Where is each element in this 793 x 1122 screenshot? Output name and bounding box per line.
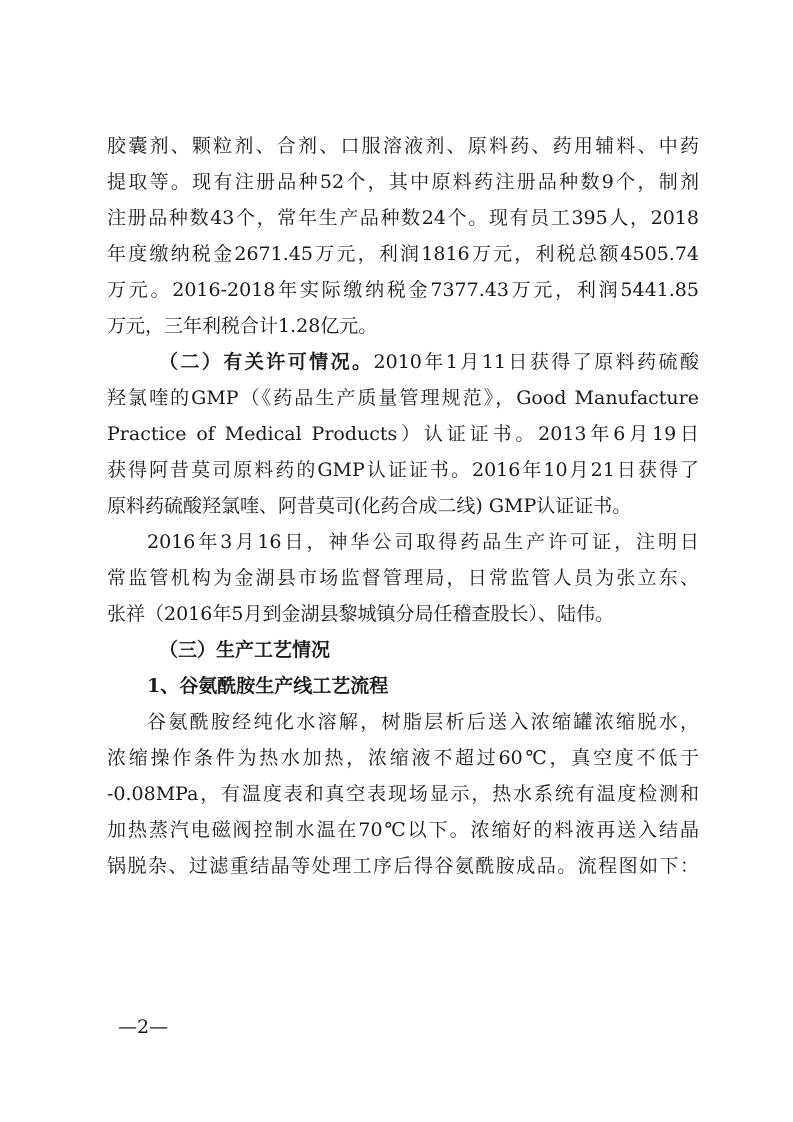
page-number: —2— [118, 1016, 169, 1038]
text-line: 加热蒸汽电磁阀控制水温在70℃以下。浓缩好的料液再送入结晶 [107, 819, 699, 841]
text-line: 胶囊剂、颗粒剂、合剂、口服溶液剂、原料药、药用辅料、中药 [107, 135, 699, 157]
text-line: 锅脱杂、过滤重结晶等处理工序后得谷氨酰胺成品。流程图如下： [107, 855, 699, 877]
text-line: 谷氨酰胺经纯化水溶解，树脂层析后送入浓缩罐浓缩脱水， [147, 711, 699, 733]
text-line: 常监管机构为金湖县市场监督管理局，日常监管人员为张立东、 [107, 567, 699, 589]
text-line: 羟氯喹的GMP（《药品生产质量管理规范》，Good Manufacture [107, 387, 699, 409]
section-2-heading: （二）有关许可情况。 [159, 351, 374, 373]
text-line: 2016年3月16日，神华公司取得药品生产许可证，注明日 [147, 531, 699, 553]
text-line: 浓缩操作条件为热水加热，浓缩液不超过60℃，真空度不低于 [107, 747, 699, 769]
subsection-1-heading: 1、谷氨酰胺生产线工艺流程 [147, 675, 389, 697]
text-line: 万元，三年利税合计1.28亿元。 [107, 315, 378, 337]
text-line: Practice of Medical Products）认证证书。2013年6月19日 [107, 423, 699, 445]
section-3-heading: （三）生产工艺情况 [159, 639, 331, 661]
text-line: 获得阿昔莫司原料药的GMP认证证书。2016年10月21日获得了 [107, 459, 699, 481]
section-2-first-line-text: 2010年1月11日获得了原料药硫酸 [373, 351, 699, 373]
text-line: 原料药硫酸羟氯喹、阿昔莫司(化药合成二线) GMP认证证书。 [107, 495, 632, 517]
text-line: 张祥（2016年5月到金湖县黎城镇分局任稽查股长）、陆伟。 [107, 603, 614, 625]
body-text [107, 128, 699, 884]
text-line: 万元。2016-2018年实际缴纳税金7377.43万元，利润5441.85 [107, 279, 699, 301]
section-2-first-line [107, 344, 699, 380]
text-line: -0.08MPa，有温度表和真空表现场显示，热水系统有温度检测和 [107, 783, 699, 805]
text-line: 提取等。现有注册品种52个，其中原料药注册品种数9个，制剂 [107, 171, 699, 193]
text-line: 年度缴纳税金2671.45万元，利润1816万元，利税总额4505.74 [107, 243, 699, 265]
text-line: 注册品种数43个，常年生产品种数24个。现有员工395人，2018 [107, 207, 699, 229]
